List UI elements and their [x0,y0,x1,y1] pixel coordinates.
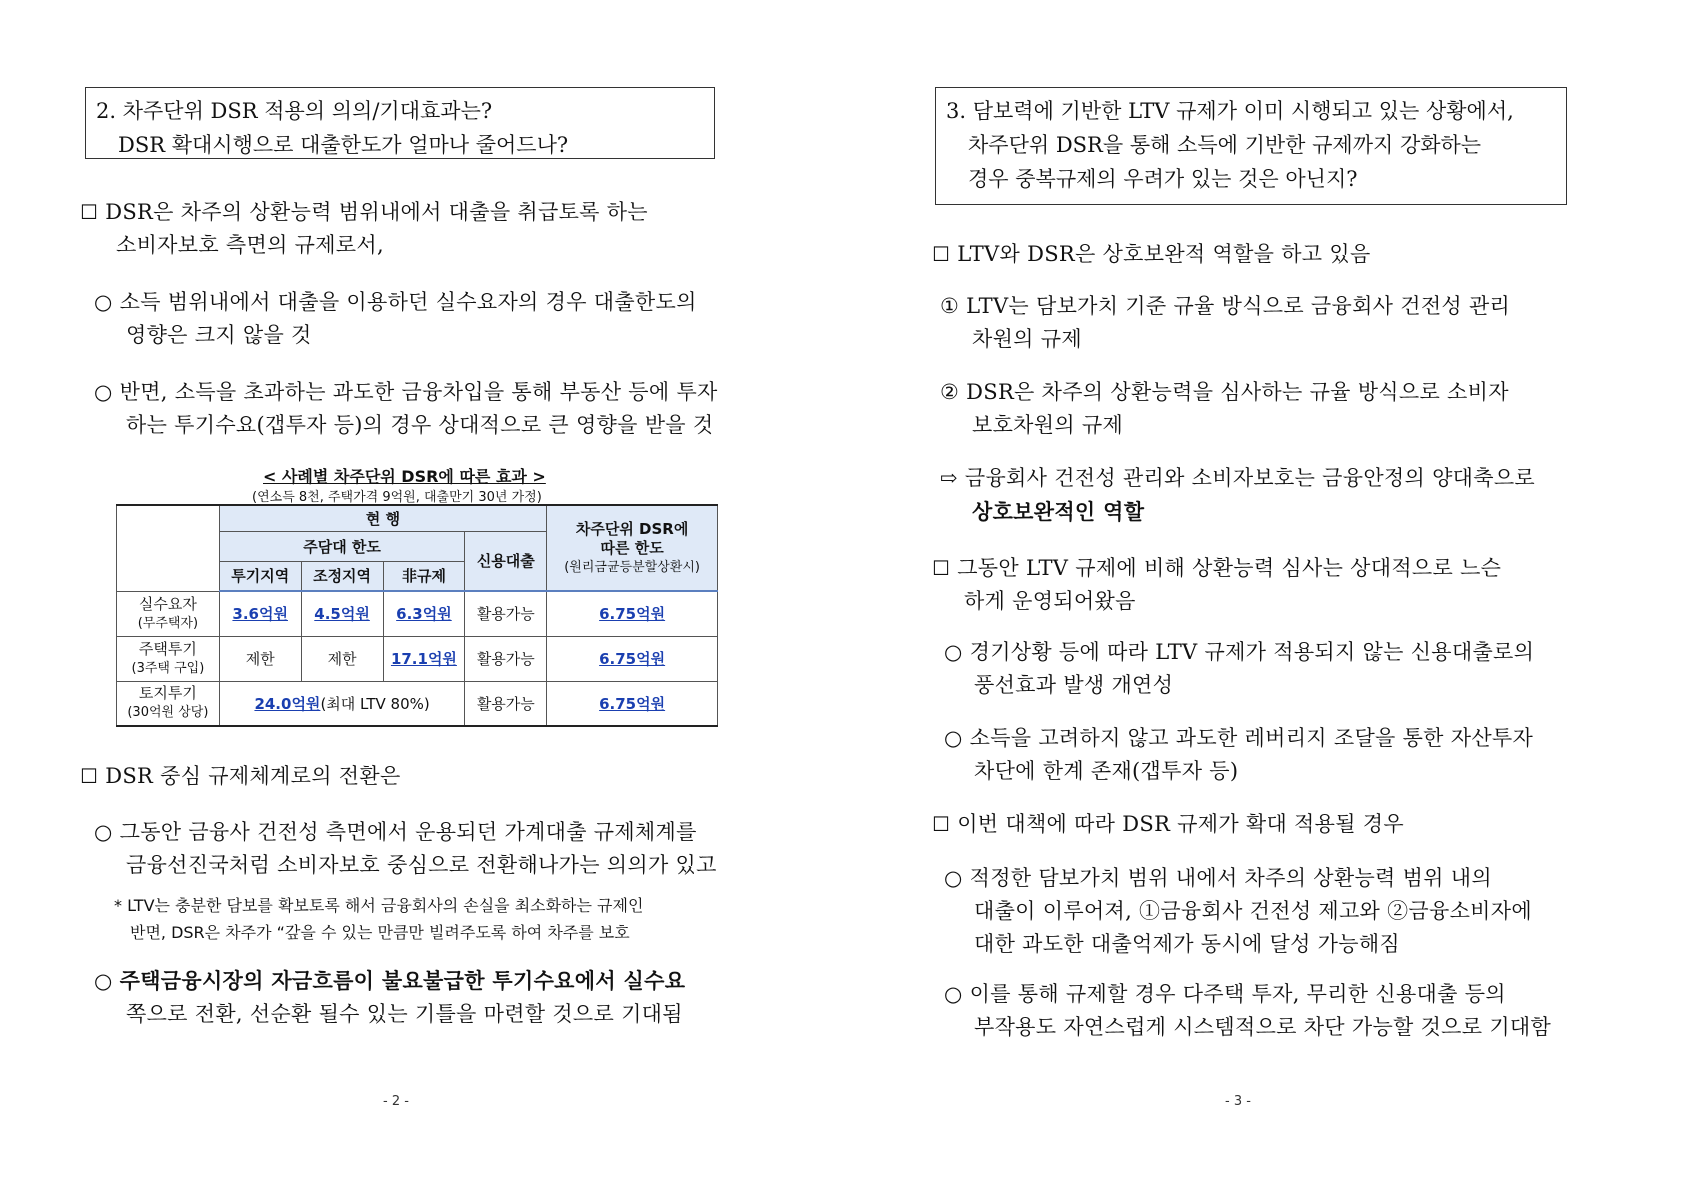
square-bullet: ☐ [80,200,99,224]
header-speculation-zone: 투기지역 [219,561,301,591]
circle-bullet: ○ [94,820,113,844]
text-line: 풍선효과 발생 개연성 [974,673,1174,697]
dsr-value-cell: 6.75억원 [599,650,666,668]
row-label [117,636,220,681]
paragraph-speculation [94,376,718,442]
paragraph-dsr [940,376,1509,442]
arrow-icon: ⇨ [940,466,958,490]
circle-bullet: ○ [944,982,963,1006]
dsr-value-cell: 6.75억원 [599,605,666,624]
credit-cell: 활용가능 [465,591,547,636]
table-row [117,636,718,681]
text-line: 반면, 소득을 초과하는 과도한 금융차입을 통해 부동산 등에 투자 [119,380,718,404]
paragraph-side-effects [944,978,1551,1044]
text-line: 경기상황 등에 따라 LTV 규제가 적용되지 않는 신용대출로의 [969,640,1535,664]
row-name: 토지투기 [138,684,197,703]
paragraph-dsr-definition [80,196,648,262]
note-line: * LTV는 충분한 담보를 확보토록 해서 금융회사의 손실을 최소화하는 규제인 [114,896,644,915]
header-dsr-sub: (원리금균등분할상환시) [564,559,700,575]
square-bullet: ☐ [80,764,99,788]
dsr-value-cell: 6.75억원 [599,694,666,713]
page-number: - 3 - [1225,1094,1251,1109]
page-3 [842,0,1684,1190]
text-line: 보호차원의 규제 [972,413,1124,437]
text-line: DSR 중심 규제체계로의 전환은 [105,764,401,788]
row-sub: (무주택자) [137,615,199,631]
text-line: DSR은 차주의 상환능력을 심사하는 규율 방식으로 소비자 [966,380,1509,404]
value-cell: 4.5억원 [314,605,370,624]
paragraph-expansion [932,808,1404,841]
paragraph-transition [80,760,401,793]
value-cell: 제한 [219,636,301,681]
row-sub: (30억원 상당) [127,705,209,721]
row-name: 실수요자 [138,594,197,613]
text-line: 이를 통해 규제할 경우 다주택 투자, 무리한 신용대출 등의 [969,982,1506,1006]
text-line: 대한 과도한 대출억제가 동시에 달성 가능해짐 [974,932,1401,956]
text-line: 하는 투기수요(갭투자 등)의 경우 상대적으로 큰 영향을 받을 것 [126,413,714,437]
value-cell: 17.1억원 [390,650,457,668]
value-cell: 24.0억원 [254,694,321,713]
header-current: 현 행 [219,505,546,531]
merged-value-cell [219,681,465,726]
paragraph-complementary [932,238,1371,271]
question-line-2: 차주단위 DSR을 통해 소득에 기반한 규제까지 강화하는 [968,133,1482,157]
text-line: 주택금융시장의 자금흐름이 불요불급한 투기수요에서 실수요 [119,968,686,993]
paragraph-consumer-protection [94,816,717,882]
text-line: 차원의 규제 [972,327,1082,351]
header-adjustment-zone: 조정지역 [301,561,383,591]
row-sub: (3주택 구입) [131,660,205,676]
square-bullet: ☐ [932,812,951,836]
text-line: 적정한 담보가치 범위 내에서 차주의 상환능력 범위 내의 [969,866,1492,890]
text-line: 그동안 LTV 규제에 비해 상환능력 심사는 상대적으로 느슨 [957,556,1502,580]
row-name: 주택투기 [138,639,197,658]
table-subtitle: (연소득 8천, 주택가격 9억원, 대출만기 30년 가정) [252,490,542,505]
number-bullet: ① [940,294,960,318]
text-line: 하게 운영되어왔음 [964,589,1136,613]
header-credit: 신용대출 [465,531,547,591]
page-number: - 2 - [383,1094,409,1109]
text-line: 소득 범위내에서 대출을 이용하던 실수요자의 경우 대출한도의 [119,290,697,314]
value-cell: 6.3억원 [396,605,452,624]
text-line: 부작용도 자연스럽게 시스템적으로 차단 가능할 것으로 기대함 [974,1015,1552,1039]
table-title: < 사례별 차주단위 DSR에 따른 효과 > [263,467,546,486]
paragraph-balloon-effect [944,636,1534,702]
text-line: 영향은 크지 않을 것 [126,323,312,347]
row-label [117,591,220,636]
header-non-regulated: 非규제 [383,561,465,591]
text-line: 소득을 고려하지 않고 과도한 레버리지 조달을 통한 자산투자 [969,726,1534,750]
table-row [117,681,718,726]
credit-cell: 활용가능 [465,681,547,726]
question-box-2 [85,87,715,159]
question-line-1: 3. 담보력에 기반한 LTV 규제가 이미 시행되고 있는 상황에서, [946,99,1514,123]
text-line: DSR은 차주의 상환능력 범위내에서 대출을 취급토록 하는 [105,200,648,224]
case-table [116,504,718,727]
number-bullet: ② [940,380,960,404]
question-line-3: 경우 중복규제의 우려가 있는 것은 아닌지? [968,167,1358,191]
circle-bullet: ○ [944,866,963,890]
text-line: 상호보완적인 역할 [972,499,1145,524]
text-line: 소비자보호 측면의 규제로서, [116,233,384,257]
circle-bullet: ○ [94,380,113,404]
text-line: 이번 대책에 따라 DSR 규제가 확대 적용될 경우 [957,812,1404,836]
text-line: 대출이 이루어져, ①금융회사 건전성 제고와 ②금융소비자에 [974,899,1532,923]
paragraph-fund-flow [94,964,685,1031]
text-line: 차단에 한계 존재(갭투자 등) [974,759,1239,783]
footnote-ltv-dsr [114,892,643,946]
row-label [117,681,220,726]
text-line: 쪽으로 전환, 선순환 될수 있는 기틀을 마련할 것으로 기대됨 [126,1002,683,1026]
question-line-1: 2. 차주단위 DSR 적용의 의의/기대효과는? [96,99,493,123]
paragraph-achievement [944,862,1532,961]
text-line: 금융선진국처럼 소비자보호 중심으로 전환해나가는 의의가 있고 [126,853,717,877]
value-cell: 제한 [301,636,383,681]
paragraph-loose-review [932,552,1501,618]
square-bullet: ☐ [932,242,951,266]
question-line-2: DSR 확대시행으로 대출한도가 얼마나 줄어드나? [118,133,569,157]
paragraph-two-pillars [940,462,1535,528]
question-box-3 [935,87,1567,205]
text-line: 금융회사 건전성 관리와 소비자보호는 금융안정의 양대축으로 [964,466,1536,490]
table-row [117,591,718,636]
text-line: LTV와 DSR은 상호보완적 역할을 하고 있음 [957,242,1371,266]
value-cell: 3.6억원 [232,605,288,624]
text-line: LTV는 담보가치 기준 규율 방식으로 금융회사 건전성 관리 [966,294,1511,318]
header-dsr-label: 차주단위 DSR에 따른 한도 [575,519,689,557]
circle-bullet: ○ [94,290,113,314]
header-mortgage: 주담대 한도 [219,531,465,561]
circle-bullet: ○ [94,969,113,993]
header-dsr-limit [547,505,718,591]
table-corner-cell [117,505,220,591]
value-note: (최대 LTV 80%) [320,694,430,713]
paragraph-real-demand [94,286,697,352]
text-line: 그동안 금융사 건전성 측면에서 운용되던 가계대출 규제체계를 [119,820,697,844]
paragraph-ltv [940,290,1510,356]
circle-bullet: ○ [944,640,963,664]
paragraph-leverage [944,722,1533,788]
credit-cell: 활용가능 [465,636,547,681]
circle-bullet: ○ [944,726,963,750]
square-bullet: ☐ [932,556,951,580]
note-line: 반면, DSR은 차주가 “갚을 수 있는 만큼만 빌려주도록 하여 차주를 보호 [130,923,630,942]
